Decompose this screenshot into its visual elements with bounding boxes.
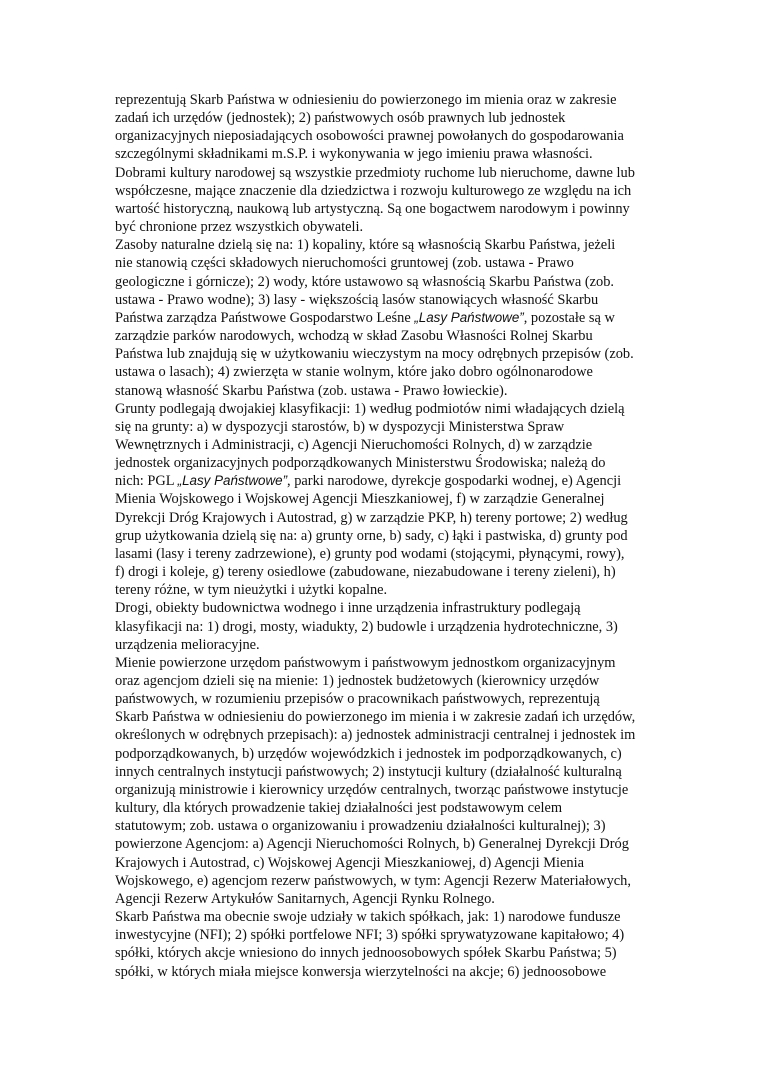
text-line: geologiczne i górnicze); 2) wody, które ustawowo są własnością Skarbu Państwa (zob. [115,273,615,290]
text-line: państwowych, w rozumieniu przepisów o pracownikach państwowych, reprezentują [115,691,600,708]
text-line: określonych w odrębnych przepisach): a) jednostek administracji centralnej i jednostek im [115,727,636,744]
text-line: ustawa - Prawo wodne); 3) lasy - większością lasów stanowiących własność Skarbu [115,291,599,308]
text-line: reprezentują Skarb Państwa w odniesieniu do powierzonego im mienia oraz w zakresie [115,92,617,108]
text-line: wartość historyczną, naukową lub artystyczną. Są one bogactwem narodowym i powinny [115,200,630,217]
text-line: Państwa lub znajdują się w użytkowaniu wieczystym na mocy odrębnych przepisów (zob. [115,346,634,363]
text-line: zarządzie parków narodowych, wchodzą w skład Zasobu Własności Rolnej Skarbu [115,328,593,345]
text-line: ustawa o lasach); 4) zwierzęta w stanie wolnym, które jako dobro ogólnonarodowe [115,364,593,381]
text-line: Agencji Rezerw Artykułów Sanitarnych, Agencji Rynku Rolnego. [115,890,495,907]
text-line: współczesne, mające znaczenie dla dziedzictwa i rozwoju kulturowego ze względu na ich [115,182,632,199]
text-line: Wewnętrznych i Administracji, c) Agencji Nieruchomości Rolnych, d) w zarządzie [115,436,593,453]
text-line: Skarb Państwa w odniesieniu do powierzonego im mienia i w zakresie zadań ich urzędów, [115,709,636,726]
text-segment: , parki narodowe, dyrekcje gospodarki wodnej, e) Agencji [287,473,622,490]
text-line: spółki, w których miała miejsce konwersja wierzytelności na akcje; 6) jednoosobowe [115,963,607,980]
text-line: się na grunty: a) w dyspozycji starostów, b) w dyspozycji Ministerstwa Spraw [115,418,565,435]
text-line: Wojskowego, e) agencjom rezerw państwowych, w tym: Agencji Rezerw Materiałowych, [115,872,631,889]
text-line: Zasoby naturalne dzielą się na: 1) kopaliny, które są własnością Skarbu Państwa, jeżeli [115,237,616,254]
text-line: tereny różne, w tym nieużytki i użytki kopalne. [115,582,388,599]
text-line: innych centralnych instytucji państwowych; 2) instytucji kultury (działalność kulturalną [115,763,622,780]
text-line: zadań ich urzędów (jednostek); 2) państwowych osób prawnych lub jednostek [115,110,566,127]
text-line: f) drogi i koleje, g) tereny osiedlowe (zabudowane, niezabudowane i tereny zieleni), h) [115,564,616,581]
text-line: kultury, dla których prowadzenie takiej działalności jest podstawowym celem [115,800,563,817]
italic-name: „Lasy Państwowe” [414,309,524,325]
text-line: Mienie powierzone urzędom państwowym i państwowym jednostkom organizacyjnym [115,654,616,671]
text-line: Mienia Wojskowego i Wojskowej Agencji Mieszkaniowej, f) w zarządzie Generalnej [115,491,605,508]
text-line: jednostek organizacyjnych podporządkowanych Ministerstwu Środowiska; należą do [115,455,606,472]
text-line: powierzone Agencjom: a) Agencji Nieruchomości Rolnych, b) Generalnej Dyrekcji Dróg [115,836,629,853]
text-line: urządzenia melioracyjne. [115,636,260,653]
text-line: inwestycyjne (NFI); 2) spółki portfelowe NFI; 3) spółki sprywatyzowane kapitałowo; 4) [115,927,625,944]
text-line: Dyrekcji Dróg Krajowych i Autostrad, g) w zarządzie PKP, h) tereny portowe; 2) według [115,509,628,526]
text-line: statutowym; zob. ustawa o organizowaniu i prowadzeniu działalności kulturalnej); 3) [115,818,606,835]
text-line: podporządkowanych, b) urzędów wojewódzkich i jednostek im podporządkowanych, c) [115,745,622,762]
text-line: stanową własność Skarbu Państwa (zob. ustawa - Prawo łowieckie). [115,382,508,399]
text-line: Krajowych i Autostrad, c) Wojskowej Agencji Mieszkaniowej, d) Agencji Mienia [115,854,584,871]
text-line: oraz agencjom dzieli się na mienie: 1) jednostek budżetowych (kierownicy urzędów [115,673,600,689]
text-line: lasami (lasy i tereny zadrzewione), e) grunty pod wodami (stojącymi, płynącymi, rowy), [115,545,625,562]
text-line: organizacyjnych nieposiadających osobowości prawnej powołanych do gospodarowania [115,128,624,145]
text-segment: , pozostałe są w [523,309,615,326]
text-line: spółki, których akcje wniesiono do innych jednoosobowych spółek Skarbu Państwa; 5) [115,945,617,962]
text-line: klasyfikacji na: 1) drogi, mosty, wiadukty, 2) budowle i urządzenia hydrotechniczne, 3) [115,618,618,635]
text-line: Skarb Państwa ma obecnie swoje udziały w takich spółkach, jak: 1) narodowe fundusze [115,909,621,926]
text-line: szczególnymi składnikami m.S.P. i wykonywania w jego imieniu prawa własności. [115,146,593,163]
text-line: Grunty podlegają dwojakiej klasyfikacji: 1) według podmiotów nimi władających dzielą [115,400,625,417]
text-line: grup użytkowania dzielą się na: a) grunty orne, b) sady, c) łąki i pastwiska, d) grunty pod [115,527,628,544]
document-page [115,91,675,981]
text-segment: Państwa zarządza Państwowe Gospodarstwo Leśne [115,309,415,326]
italic-name: „Lasy Państwowe” [177,473,288,489]
text-line: Drogi, obiekty budownictwa wodnego i inne urządzenia infrastruktury podlegają [115,600,581,617]
text-line: Dobrami kultury narodowej są wszystkie przedmioty ruchome lub nieruchome, dawne lub [115,164,635,181]
text-line [115,472,675,490]
text-line: być chronione przez wszystkich obywateli. [115,219,364,236]
text-line [115,309,675,327]
text-line: nie stanowią części składowych nieruchomości gruntowej (zob. ustawa - Prawo [115,255,574,272]
text-segment: nich: PGL [115,473,178,490]
text-line: organizują ministrowie i kierownicy urzędów centralnych, tworząc państwowe instytucje [115,781,629,798]
